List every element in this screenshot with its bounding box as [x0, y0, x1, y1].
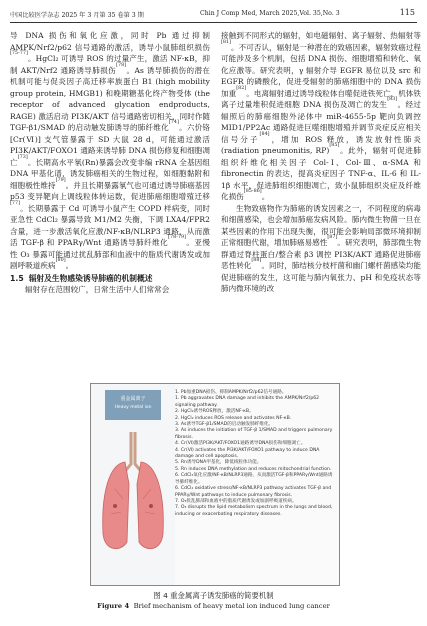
- page-header: [10, 8, 417, 23]
- heavy-metal-label: 重金属离子: [120, 396, 146, 402]
- right-paragraph-2: 生物致癌物作为肺癌的诱发因素之一，不同程度的病毒和细菌感染，也会增加肺癌发病风险。肺内微生物菌一旦在某些因素的作用下出现失衡，很可能会影响局部微环境抑制正常细胞代谢，增加肺癌易感性[87]。研究表明，肺部微生物群通过脊柱蛋白/整合素 β3 调控 PI3K/AKT 通路促进肺癌恶性转化[88]。同时，肺结核分枝杆菌和幽门螺杆菌感染均能促进肺癌的发生，这可能与肺内氧张力、pH 和免疫状态等肺内微环境的改: [221, 203, 421, 293]
- heavy-metal-ion-image: [105, 390, 161, 420]
- figure-legend: [175, 390, 333, 518]
- figure-caption-cn: 图 4 重金属离子诱发肺癌的简要机制: [153, 591, 274, 600]
- legend-item: 7. O₃ disrupts the lipid metabolism spectrum in the lungs and blood, inducing or exacerbating respiratory diseases.: [175, 505, 333, 517]
- right-column: [221, 30, 421, 295]
- left-paragraph: 导 DNA 损伤和氧化应激，同时 Pb 通过抑制 AMPK/Nrf2/p62 信号通路的激活，诱导小鼠肺组织损伤[75-77]。HgCl₂ 可诱导 ROS 的过量产生，激活 NF-κB，抑制 AKT/Nrf2 通路诱导肺损伤[78]。As 诱导肺损伤的潜在机制可能与促炎因子高迁移率族蛋白 B1 (high mobility group protein, HMGB1) 和晚期糖基化终产物受体 (the receptor of advanced glycation endproducts, RAGE) 激活启动 PI3K/AKT 信号通路密切相关，同时作随 TGF-β1/SMAD 的启动触发肺诱导的肺纤维化[74]。六价铬 [Cr(Ⅵ)] 支气管暴露于 SD 大鼠 28 d，可能通过激活 PI3K/AKT/FOXO1 通路来诱导肺 DNA 损伤修复和细胞凋亡[73]。长期高水平氡(Rn)暴露会改变非编 rRNA 全基因组 DNA 甲基化谱，诱发肺癌相关的生物过程，如细胞黏附和细胞极性维持[79]。并且长期暴露氡气也可通过诱导肺癌基因 p53 变异靶向上调线粒体转运数，促进肺癌细胞增殖迁移[77]。长期暴露于 Cd 可诱导小鼠产生 COPD 样病变，同时亚急性 CdCl₂ 暴露导致 M1/M2 失衡，下调 LXA4/FPR2 含量，进一步激活氧化应激/NF-κB/NLRP3 通路，从而激活 TGF-β 和 PPARγ/Wnt 通路诱导肺纤维化[78-79]。亚慢性 O₃ 暴露可能通过扰乱肺部和血液中的脂质代谢诱发或加剧呼吸道疾病[80]。: [10, 31, 211, 270]
- legend-item: 6. CdCl₂氧化应激/NF-κB/NLRP3通路，从而激活TGF-β和PPARγ/Wnt通路诱导肺纤维化。: [175, 473, 333, 485]
- legend-item: 3. As induces the initiation of TGF-β 1/SMAD and triggers pulmonary fibrosis.: [175, 428, 333, 440]
- journal-english: Chin J Comp Med, March 2025,Vol. 35,No. 3: [200, 10, 340, 17]
- legend-item: 1. Pb aggravates DNA damage and inhibits the AMPK/Nrf2/p62 signaling pathway.: [175, 396, 320, 408]
- left-column: [10, 30, 210, 296]
- figure-caption-en: Figure 4 Brief mechanism of heavy metal ion induced lung cancer: [97, 602, 330, 610]
- page-number: 115: [399, 8, 415, 17]
- legend-item: 2. HgCl₂ induces ROS release and activates NF-κB.: [175, 415, 292, 421]
- right-paragraph-1: 接触到不同形式的辐射，如电磁辐射、离子辐射、热辐射等[81]。不可否认，辐射是一种潜在的致癌因素，辐射致癌过程可能涉及多个机制，包括 DNA 损伤、细胞增殖和转化、氧化应激等。研究表明，γ 辐射介导 EGFR 易位以及 src 和 EGFR 的磷酸化，促进受辐射的肺癌细胞中的 DNA 损伤加重[82]。电离辐射通过诱导线粒体自噬促进铁死亡，机体铁离子过量堆积促进细胞 DNA 损伤及凋亡的发生[83]。经过辐照后的肺癌细胞外泌体中 miR-4655-5p 靶向负调控 MID1/PP2Ac 通路促进巨噬细胞增殖并调节炎症反应相关信号分子[84]，增加 ROS 释放，诱发放射性肺炎 (radiation pneumonitis, RP)[85]。此外，辐射可促进肺组织纤维化相关因子 Col-Ⅰ、Col-Ⅲ、α-SMA 和 fibronectin 的表达，提高炎症因子 TNF-α、IL-6 和 IL-1β 水平，促进肺组织细胞凋亡，致小鼠肺组织炎症及纤维化损伤[85-86]。: [221, 31, 421, 201]
- lung-illustration: [91, 384, 175, 585]
- legend-item: 5. Rn induces DNA methylation and reduces mitochondrial function.: [175, 466, 332, 472]
- section-heading: 1.5 辐射及生物感染诱导肺癌的机制概述: [10, 273, 153, 283]
- svg-text:Heavy metal ion: Heavy metal ion: [114, 405, 152, 410]
- legend-item: 2. HgCl₂诱导ROS释放，激活NF-κB。: [175, 409, 254, 415]
- legend-item: 3. As诱导TGF-β1/SMAD的启动触发肺纤维化。: [175, 422, 274, 428]
- legend-item: 7. O₃扰乱肺部和血液中的脂质代谢诱发或加剧呼吸道疾病。: [175, 498, 297, 504]
- legend-item: 4. Cr(Ⅵ) activates the PI3K/AKT/FOXO1 pathway to induce DNA damage and cell apoptosis.: [175, 447, 320, 460]
- legend-item: 1. Pb加重DNA损伤、抑制AMPK/Nrf2/p62信号通路。: [175, 390, 287, 395]
- legend-item: 4. Cr(Ⅵ)激活PI3K/AKT/FOXO1通路诱导DNA损伤和细胞凋亡。: [175, 441, 306, 447]
- legend-item: 5. Rn诱导DNA甲基化，降低线粒体功能。: [175, 460, 262, 466]
- figure-4: [90, 383, 340, 586]
- legend-item: 6. CdCl₂ oxidative stress/NF-κB/NLRP3 pathway activates TGF-β and PPARγ/Wnt pathways to induce pulmonary fibrosis.: [175, 486, 332, 498]
- section-intro: 辐射存在范围较广，日常生活中人们常常会: [25, 285, 170, 294]
- journal-name: 中国比较医学杂志 2025 年 3 月第 35 卷第 3 期: [10, 12, 144, 19]
